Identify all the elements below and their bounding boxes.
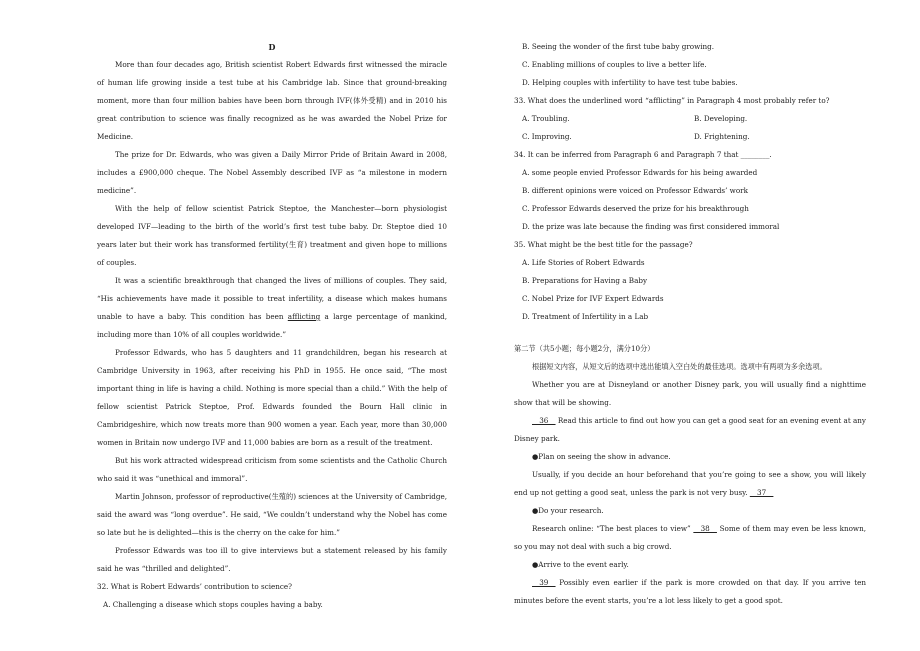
- left-column: [97, 38, 447, 614]
- cloze-paragraph-2-text: Read this article to find out how you can get a good seat for an evening event at any Disney park.: [514, 416, 866, 443]
- paragraph-3: With the help of fellow scientist Patrick Steptoe, the Manchester—born physiologist developed IVF—leading to the birth of the world’s first test tube baby. Dr. Steptoe died 10 years later but their work has transformed fertility(生育) treatment and given hope to millions of couples.: [97, 204, 447, 267]
- cloze-paragraph-3: [514, 466, 866, 502]
- cloze-paragraph-2: [514, 412, 866, 448]
- question-34-option-c: C. Professor Edwards deserved the prize for his breakthrough: [522, 204, 749, 213]
- question-32-option-b: B. Seeing the wonder of the first tube baby growing.: [522, 42, 715, 51]
- right-column: [514, 38, 866, 610]
- paragraph-7: Martin Johnson, professor of reproductive(生殖的) sciences at the University of Cambridge, said the award was “long overdue”. He said, “We couldn’t understand why the Nobel has come so late but he is delighted—this is the cherry on the cake for him.”: [97, 492, 447, 537]
- question-33-option-d: D. Frightening.: [694, 132, 750, 141]
- section-2-instructions: 根据短文内容，从短文后的选项中选出能填入空白处的最佳选项。选项中有两项为多余选项。: [532, 362, 827, 371]
- question-32-option-a: A. Challenging a disease which stops couples having a baby.: [103, 600, 323, 609]
- paragraph-4-text-a: It was a scientific breakthrough that changed the lives of millions of couples. They said, “His achievements have made it possible to treat infertility, a disease which makes humans unable to have a baby. This condition has been: [97, 276, 447, 321]
- question-33-option-b: B. Developing.: [694, 114, 748, 123]
- blank-38: __38__: [693, 524, 717, 533]
- blank-36: __36__: [532, 416, 556, 425]
- question-33-option-a: A. Troubling.: [522, 114, 570, 123]
- underlined-word: afflicting: [287, 312, 321, 321]
- question-35-option-d: D. Treatment of Infertility in a Lab: [522, 312, 649, 321]
- cloze-paragraph-4: [514, 520, 866, 556]
- paragraph-5: Professor Edwards, who has 5 daughters and 11 grandchildren, began his research at Cambridge University in 1963, after receiving his PhD in 1955. He once said, “The most important thing in life is having a child. Nothing is more special than a child.” With the help of fellow scientist Patrick Steptoe, Prof. Edwards founded the Bourn Hall clinic in Cambridgeshire, which now treats more than 900 women a year. Each year, more than 30,000 women in Britain now undergo IVF and 11,000 babies are born as a result of the treatment.: [97, 348, 447, 447]
- question-34-option-a: A. some people envied Professor Edwards for his being awarded: [522, 168, 758, 177]
- question-33-options-row-2: [514, 128, 866, 146]
- blank-37: __37__: [749, 488, 774, 497]
- question-33: 33. What does the underlined word “afflicting” in Paragraph 4 most probably refer to?: [514, 96, 830, 105]
- cloze-heading-3: ●Arrive to the event early.: [532, 560, 629, 569]
- cloze-paragraph-4-text-b: Some of them may even be less known, so you may not deal with such a big crowd.: [514, 524, 866, 551]
- question-32: 32. What is Robert Edwards’ contribution to science?: [97, 582, 293, 591]
- cloze-heading-1: ●Plan on seeing the show in advance.: [532, 452, 671, 461]
- question-33-option-c: C. Improving.: [522, 132, 572, 141]
- question-34-option-d: D. the prize was late because the finding was first considered immoral: [522, 222, 780, 231]
- paragraph-6: But his work attracted widespread criticism from some scientists and the Catholic Church who said it was “unethical and immoral”.: [97, 456, 447, 483]
- section-2-heading: 第二节（共5小题；每小题2分，满分10分）: [514, 344, 655, 353]
- question-34: 34. It can be inferred from Paragraph 6 and Paragraph 7 that ________.: [514, 150, 772, 159]
- cloze-heading-2: ●Do your research.: [532, 506, 604, 515]
- paragraph-4-text-b: a large percentage of mankind, including more than 10% of all couples worldwide.”: [97, 312, 447, 339]
- question-32-option-c: C. Enabling millions of couples to live a better life.: [522, 60, 707, 69]
- blank-39: __39__: [532, 578, 556, 587]
- cloze-paragraph-4-text-a: Research online: “The best places to view”: [532, 524, 694, 533]
- passage-title: D: [268, 42, 276, 52]
- cloze-paragraph-5: [514, 574, 866, 610]
- question-35-option-b: B. Preparations for Having a Baby: [522, 276, 648, 285]
- cloze-paragraph-3-text: Usually, if you decide an hour beforehand that you’re going to see a show, you will likely end up not getting a good seat, unless the park is not very busy.: [514, 470, 866, 497]
- question-32-option-d: D. Helping couples with infertility to have test tube babies.: [522, 78, 738, 87]
- question-35: 35. What might be the best title for the passage?: [514, 240, 693, 249]
- paragraph-8: Professor Edwards was too ill to give interviews but a statement released by his family said he was “thrilled and delighted”.: [97, 546, 447, 573]
- paragraph-1: More than four decades ago, British scientist Robert Edwards first witnessed the miracle of human life growing inside a test tube at his Cambridge lab. Since that ground-breaking moment, more than four million babies have been born through IVF(体外受精) and in 2010 his great contribution to science was finally recognized as he was awarded the Nobel Prize for Medicine.: [97, 60, 447, 141]
- question-33-options-row-1: [514, 110, 866, 128]
- cloze-paragraph-5-text: Possibly even earlier if the park is more crowded on that day. If you arrive ten minutes before the event starts, you’re a lot less likely to get a good spot.: [514, 578, 866, 605]
- paragraph-4: [97, 272, 447, 344]
- question-35-option-c: C. Nobel Prize for IVF Expert Edwards: [522, 294, 664, 303]
- paragraph-2: The prize for Dr. Edwards, who was given a Daily Mirror Pride of Britain Award in 2008, includes a £900,000 cheque. The Nobel Assembly described IVF as “a milestone in modern medicine”.: [97, 150, 447, 195]
- cloze-paragraph-1: Whether you are at Disneyland or another Disney park, you will usually find a nighttime show that will be showing.: [514, 380, 866, 407]
- question-34-option-b: B. different opinions were voiced on Professor Edwards’ work: [522, 186, 748, 195]
- question-35-option-a: A. Life Stories of Robert Edwards: [522, 258, 645, 267]
